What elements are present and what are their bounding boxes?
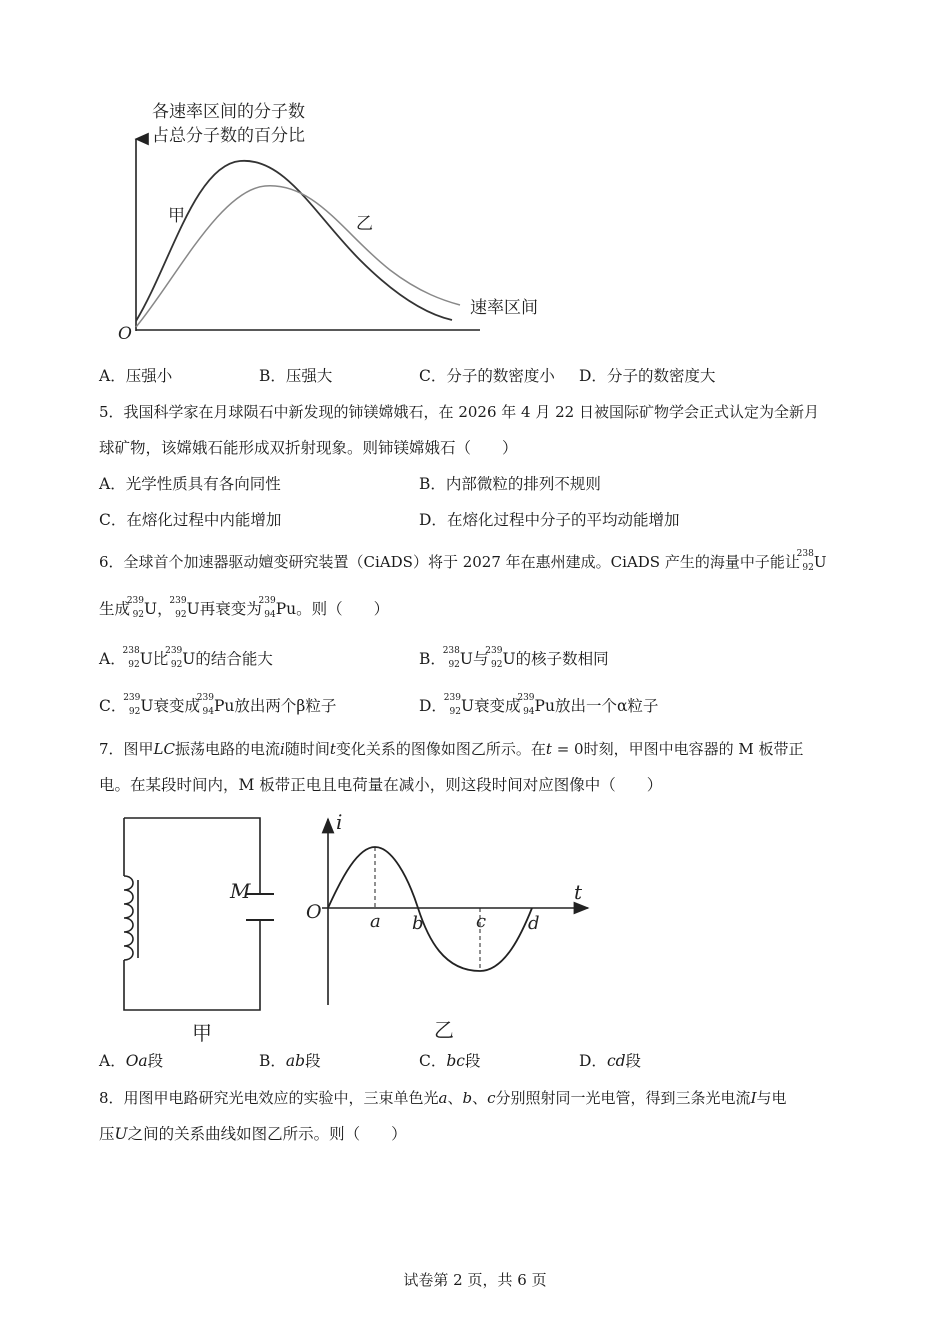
q8-stem-line1 [99,1088,787,1108]
y-axis-label-line2: 占总分子数的百分比 [152,126,305,146]
math-var: t [545,740,552,758]
lc-circuit-figure [110,810,285,1050]
mass-number: 238 [442,646,460,656]
curve-yi-label: 乙 [356,214,373,234]
option-text: 分子的数密度大 [606,367,716,385]
current-time-graph [300,805,600,1050]
mass-number: 239 [485,646,503,656]
option-text: 段 [625,1052,642,1070]
segment-label: ab [285,1052,306,1070]
circuit-wire [124,818,260,1010]
q7-stem-text: = 0时刻，甲图中电容器的 M 板带正 [551,740,804,758]
option-text: 比 [152,650,169,668]
q7-stem-text: 变化关系的图像如图乙所示。在 [335,740,546,758]
segment-label: bc [446,1052,465,1070]
element-symbol: U [140,697,154,715]
q8-stem-text: 之间的关系曲线如图乙所示。则（ ） [127,1125,407,1143]
option-text: 的结合能大 [195,650,273,668]
q5-stem-line2: 球矿物，该嫦娥石能形成双折射现象。则铈镁嫦娥石（ ） [99,439,518,457]
mass-number: 239 [165,646,183,656]
option-letter: C． [99,511,127,529]
q5-option-d[interactable] [419,510,679,530]
nuclide-u239 [123,693,141,717]
option-text: 段 [464,1052,481,1070]
option-letter: C． [419,367,447,385]
option-letter: A． [99,367,126,385]
q8-stem-line2 [99,1124,407,1144]
q6-option-a[interactable] [99,646,273,670]
q7-stem-text: 振荡电路的电流 [175,740,281,758]
curve-jia [136,161,452,321]
element-symbol: U [186,600,200,618]
option-text: 与 [472,650,489,668]
q4-option-b[interactable] [259,366,332,386]
origin-label: O [306,901,322,923]
nuclide-pu239 [196,693,214,717]
y-axis-label-line1: 各速率区间的分子数 [152,102,305,122]
math-var: a [438,1089,448,1107]
atomic-number: 92 [448,660,460,670]
nuclide-u238 [796,549,814,573]
mass-number: 239 [443,693,461,703]
option-letter: B． [259,367,286,385]
option-letter: C． [419,1052,447,1070]
option-text: 内部微粒的排列不规则 [445,475,601,493]
figure-caption-yi: 乙 [434,1018,454,1042]
mass-number: 238 [796,549,814,559]
element-symbol: U [139,650,153,668]
atomic-number: 92 [132,610,145,620]
q8-stem-text: 、 [447,1089,463,1107]
q5-option-b[interactable] [419,474,601,494]
q6-stem-text: 。则（ ） [296,600,390,618]
nuclide-u239 [126,596,145,620]
option-letter: A． [99,475,126,493]
option-letter: D． [579,1052,607,1070]
nuclide-u238 [122,646,140,670]
q8-stem-text: 压 [99,1125,115,1143]
q4-option-c[interactable] [419,366,555,386]
option-text: 衰变成 [474,697,521,715]
option-letter: B． [419,650,446,668]
q5-stem-line1: 5．我国科学家在月球陨石中新发现的铈镁嫦娥石，在 2026 年 4 月 22 日被国际矿物学会正式认定为全新月 [99,403,819,421]
option-text: 段 [147,1052,164,1070]
q4-option-a[interactable] [99,366,172,386]
math-var: i [280,740,285,758]
q7-stem-line2: 电。在某段时间内，M 板带正电且电荷量在减小，则这段时间对应图像中（ ） [99,776,663,794]
mass-number: 239 [517,693,535,703]
option-text: 衰变成 [153,697,200,715]
q7-option-d[interactable] [579,1051,641,1071]
mass-number: 239 [126,596,145,606]
q6-stem-line2 [99,596,390,620]
nuclide-u238 [442,646,460,670]
option-letter: C． [99,697,127,715]
q7-option-a[interactable] [99,1051,163,1071]
option-text: 分子的数密度小 [446,367,555,385]
origin-label: O [118,324,132,344]
option-letter: B． [259,1052,286,1070]
atomic-number: 92 [170,660,183,670]
option-text: 在熔化过程中内能增加 [126,511,282,529]
q6-option-b[interactable] [419,646,609,670]
mass-number: 239 [196,693,214,703]
axis-t-label: t [574,880,583,904]
curve-jia-label: 甲 [168,206,185,226]
element-symbol: U [144,600,158,618]
element-symbol: U [502,650,516,668]
q6-stem-text: 再衰变为 [199,600,262,618]
atomic-number: 94 [202,707,214,717]
axis-i-label: i [336,810,343,834]
math-var: c [487,1089,496,1107]
current-curve [328,847,532,971]
figure-caption-jia: 甲 [192,1021,212,1045]
option-letter: D． [419,697,447,715]
option-letter: D． [419,511,447,529]
element-symbol: U [813,553,827,571]
x-axis-label: 速率区间 [470,298,538,318]
q8-stem-text: 分别照射同一光电管，得到三条光电流 [495,1089,751,1107]
math-var: U [114,1125,128,1143]
atomic-number: 94 [523,707,535,717]
q6-stem-text: 6．全球首个加速器驱动嬗变研究装置（CiADS）将于 2027 年在惠州建成。CiADS 产生的海量中子能让 [99,553,800,571]
mass-number: 239 [258,596,276,606]
q6-stem-text: 生成 [99,600,131,618]
q7-stem-text: 7．图甲 [99,740,154,758]
speed-distribution-figure [100,95,570,350]
atomic-number: 94 [264,610,276,620]
point-b-label: b [412,913,424,934]
option-text: 压强大 [285,367,333,385]
element-symbol: U [182,650,196,668]
mass-number: 239 [169,596,187,606]
option-text: 的核子数相同 [515,650,609,668]
option-text: 段 [305,1052,321,1070]
mass-number: 239 [123,693,141,703]
element-symbol: U [460,697,475,715]
q7-stem-line1 [99,739,803,759]
q8-stem-text: 8．用图甲电路研究光电效应的实验中，三束单色光 [99,1089,439,1107]
element-symbol: Pu [275,600,297,618]
math-var: t [329,740,336,758]
option-letter: A． [99,1052,126,1070]
mass-number: 238 [122,646,140,656]
point-d-label: d [528,913,540,934]
option-text: 压强小 [125,367,173,385]
math-var: LC [153,740,175,758]
q8-stem-text: 与电 [756,1089,787,1107]
q7-option-b[interactable] [259,1051,321,1071]
math-var: b [462,1089,473,1107]
point-a-label: a [370,911,381,932]
math-var: I [750,1089,757,1107]
atomic-number: 92 [491,660,503,670]
q6-option-d[interactable] [419,693,659,717]
option-text: 放出两个β粒子 [234,697,337,715]
option-letter: A． [99,650,126,668]
atomic-number: 92 [802,563,814,573]
nuclide-u239 [169,596,187,620]
element-symbol: Pu [213,697,235,715]
segment-label: Oa [125,1052,148,1070]
atomic-number: 92 [128,660,140,670]
q8-stem-text: 、 [472,1089,488,1107]
point-c-label: c [476,911,487,932]
atomic-number: 92 [449,707,461,717]
q6-stem-line1 [99,549,827,573]
page-footer: 试卷第 2 页，共 6 页 [403,1271,547,1289]
q4-option-d[interactable] [579,366,715,386]
nuclide-u239 [485,646,503,670]
element-symbol: Pu [534,697,555,715]
nuclide-pu239 [517,693,535,717]
inductor-coil [124,876,133,960]
option-text: 光学性质具有各向同性 [125,475,281,493]
option-text: 在熔化过程中分子的平均动能增加 [446,511,680,529]
segment-label: cd [606,1052,626,1070]
atomic-number: 92 [175,610,187,620]
option-letter: B． [419,475,446,493]
nuclide-u239 [443,693,461,717]
option-letter: D． [579,367,607,385]
q5-option-c[interactable] [99,510,281,530]
element-symbol: U [459,650,473,668]
option-text: 放出一个α粒子 [554,697,659,715]
atomic-number: 92 [128,707,141,717]
q7-option-c[interactable] [419,1051,481,1071]
q6-stem-text: ， [157,600,173,618]
nuclide-u239 [165,646,183,670]
plate-m-label: M [230,879,251,903]
q6-option-c[interactable] [99,693,337,717]
q7-stem-text: 随时间 [284,740,330,758]
q5-option-a[interactable] [99,474,281,494]
nuclide-pu239 [258,596,276,620]
